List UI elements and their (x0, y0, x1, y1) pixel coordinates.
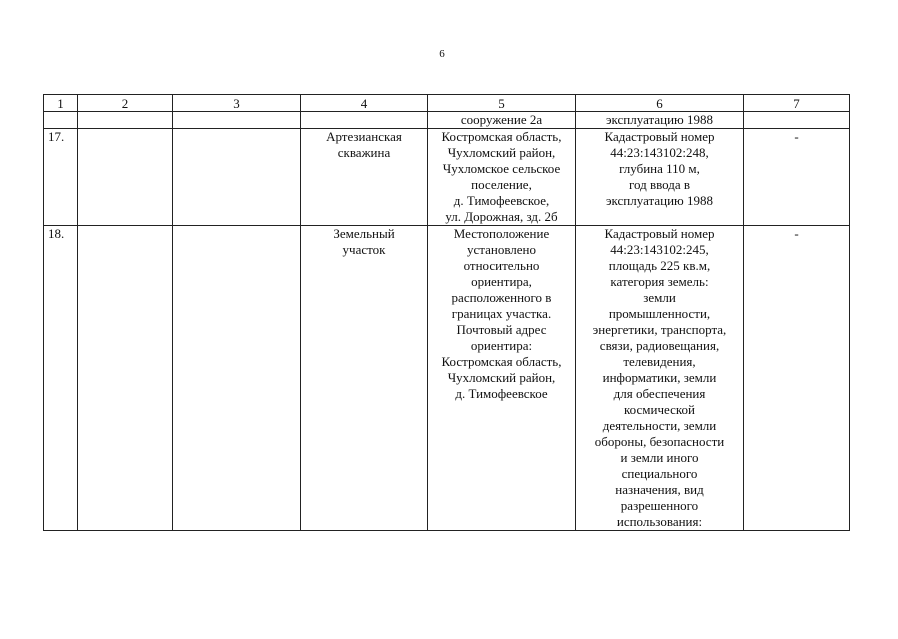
cell-text-line: поселение, (471, 177, 532, 192)
characteristics-cell (576, 129, 744, 226)
cell-text-line: расположенного в (451, 290, 552, 305)
table-cell (78, 226, 173, 531)
object-name-cell (301, 226, 428, 531)
cell-text-line: космической (624, 402, 695, 417)
cell-text-line: эксплуатацию 1988 (605, 193, 714, 208)
cell-text-line: обороны, безопасности (594, 434, 725, 449)
cell-text-line: и земли иного (620, 450, 699, 465)
cell-text-line: площадь 225 кв.м, (608, 258, 711, 273)
address-cell (428, 226, 576, 531)
cell-text-line: категория земель: (610, 274, 709, 289)
cell-text-line: участок (342, 242, 386, 257)
cell-text-line: установлено (466, 242, 537, 257)
cell-text-line: использования: (616, 514, 703, 529)
table-cell (173, 112, 301, 129)
address-cell (428, 129, 576, 226)
cell-text-line: разрешенного (620, 498, 699, 513)
cell-text-line: промышленности, (608, 306, 711, 321)
cell-text-line: Артезианская (326, 129, 402, 144)
cell-text-line: глубина 110 м, (619, 161, 700, 176)
row-number: 18. (44, 226, 78, 531)
cell-text-line: Кадастровый номер (604, 129, 715, 144)
cell-text-line: связи, радиовещания, (599, 338, 720, 353)
cell-text-line: деятельности, земли (602, 418, 717, 433)
column-header: 3 (173, 95, 301, 112)
cell-text-line: Кадастровый номер (604, 226, 715, 241)
object-name-cell (301, 129, 428, 226)
cell-text-line: границах участка. (451, 306, 552, 321)
cell-text-line: 44:23:143102:245, (610, 242, 709, 257)
table-row (44, 226, 850, 531)
cell-text-line: земли (643, 290, 676, 305)
column-header: 4 (301, 95, 428, 112)
cell-text-line: специального (621, 466, 698, 481)
characteristics-cell (576, 226, 744, 531)
cell-text-line: год ввода в (628, 177, 691, 192)
note-cell: - (744, 226, 850, 531)
header-row (44, 95, 850, 112)
cell-text-line: 44:23:143102:248, (610, 145, 709, 160)
page-number: 6 (439, 48, 445, 60)
cell-text-line: телевидения, (623, 354, 696, 369)
table-cell (744, 112, 850, 129)
continuation-row (44, 112, 850, 129)
table-cell (173, 129, 301, 226)
row-number: 17. (44, 129, 78, 226)
cell-text-line: ориентира, (471, 274, 532, 289)
cell-text-line: ориентира: (470, 338, 533, 353)
cell-text-line: ул. Дорожная, зд. 2б (445, 209, 558, 224)
column-header: 1 (44, 95, 78, 112)
cell-text-line: энергетики, транспорта, (592, 322, 727, 337)
cell-text-line: информатики, земли (602, 370, 717, 385)
column-header: 2 (78, 95, 173, 112)
cell-text-line: Костромская область, (441, 129, 562, 144)
table-row (44, 129, 850, 226)
table-cell (173, 226, 301, 531)
cell-text-line: Чухломский район, (447, 370, 556, 385)
table-cell (78, 129, 173, 226)
cell-text-line: относительно (463, 258, 540, 273)
cell-text-line: д. Тимофеевское, (453, 193, 550, 208)
address-cell: сооружение 2а (428, 112, 576, 129)
column-header: 6 (576, 95, 744, 112)
note-cell: - (744, 129, 850, 226)
cell-text-line: Чухломский район, (447, 145, 556, 160)
cell-text-line: д. Тимофеевское (455, 386, 548, 401)
column-header: 5 (428, 95, 576, 112)
registry-table (43, 94, 850, 531)
cell-text-line: Земельный (333, 226, 395, 241)
cell-text-line: скважина (337, 145, 391, 160)
characteristics-cell: эксплуатацию 1988 (576, 112, 744, 129)
table-cell (44, 112, 78, 129)
cell-text-line: назначения, вид (615, 482, 704, 497)
cell-text-line: Чухломское сельское (442, 161, 561, 176)
cell-text-line: Почтовый адрес (456, 322, 547, 337)
cell-text-line: Местоположение (453, 226, 550, 241)
table-cell (301, 112, 428, 129)
column-header: 7 (744, 95, 850, 112)
cell-text-line: Костромская область, (441, 354, 562, 369)
table-cell (78, 112, 173, 129)
cell-text-line: для обеспечения (613, 386, 706, 401)
